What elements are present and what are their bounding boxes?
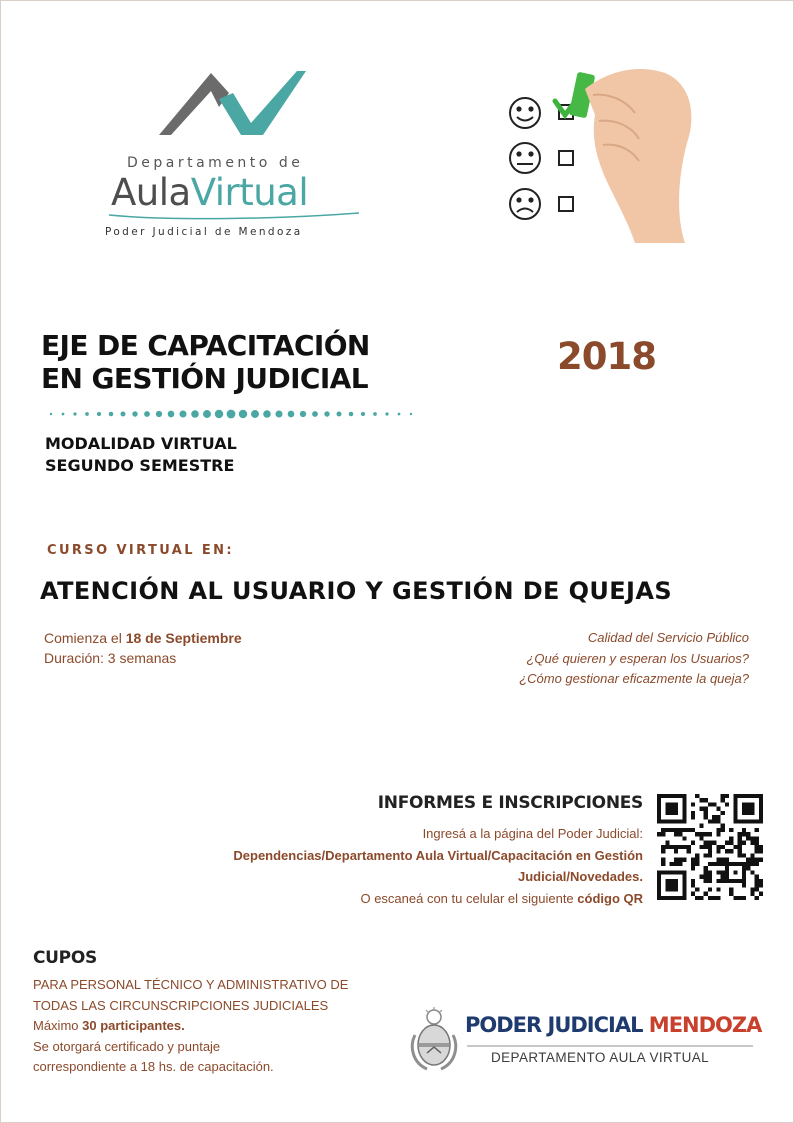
- modality-line1: MODALIDAD VIRTUAL: [45, 434, 237, 453]
- seats-body: [33, 975, 348, 1078]
- modality-block: [45, 433, 237, 477]
- poder-judicial-logo: [409, 1005, 762, 1075]
- seats-line1: PARA PERSONAL TÉCNICO Y ADMINISTRATIVO DE: [33, 977, 349, 992]
- course-duration: Duración: 3 semanas: [44, 650, 177, 666]
- seats-cert-line1: Se otorgará certificado y puntaje: [33, 1038, 221, 1054]
- checklist-illustration: [475, 43, 765, 243]
- info-line1: Ingresá a la página del Poder Judicial:: [422, 826, 643, 841]
- course-schedule: [44, 628, 242, 668]
- pj-name-part1: PODER JUDICIAL: [465, 1013, 649, 1037]
- program-title-line1: EJE DE CAPACITACIÓN: [41, 329, 370, 362]
- info-qr-line: [123, 888, 643, 910]
- info-title: INFORMES E INSCRIPCIONES: [377, 793, 643, 813]
- course-title: ATENCIÓN AL USUARIO Y GESTIÓN DE QUEJAS: [40, 577, 673, 605]
- logo-subtitle: Poder Judicial de Mendoza: [105, 226, 303, 238]
- coat-of-arms-icon: [409, 1007, 459, 1073]
- neutral-face-icon: [510, 143, 540, 173]
- pj-dept: DEPARTAMENTO AULA VIRTUAL: [491, 1050, 710, 1065]
- year-label: 2018: [557, 335, 656, 378]
- topic-item: Calidad del Servicio Público: [587, 630, 749, 645]
- info-qr-word: código QR: [577, 890, 643, 906]
- mountain-check-icon: [101, 63, 366, 243]
- program-title: [41, 329, 370, 395]
- seats-max-value: 30 participantes.: [82, 1018, 185, 1033]
- info-link-line1[interactable]: Dependencias/Departamento Aula Virtual/Capacitación en Gestión: [233, 847, 643, 863]
- modality-line2: SEGUNDO SEMESTRE: [45, 456, 235, 475]
- logo-word-aula: Aula: [111, 171, 191, 214]
- checkbox-icon: [559, 197, 573, 211]
- info-link-line2[interactable]: Judicial/Novedades.: [518, 869, 643, 884]
- seats-cert-line2: correspondiente a 18 hs. de capacitación.: [33, 1059, 274, 1074]
- hand-marker-icon: [569, 69, 692, 243]
- info-body: [123, 823, 643, 909]
- topic-item: ¿Cómo gestionar eficazmente la queja?: [519, 671, 749, 686]
- course-start-prefix: Comienza el: [44, 630, 126, 646]
- happy-face-icon: [510, 98, 540, 128]
- pj-divider: [467, 1045, 753, 1047]
- course-topics: [519, 628, 749, 690]
- topic-item: ¿Qué quieren y esperan los Usuarios?: [526, 650, 749, 666]
- pj-name-part2: MENDOZA: [648, 1013, 762, 1037]
- seats-max-prefix: Máximo: [33, 1018, 83, 1033]
- course-label: CURSO VIRTUAL EN:: [47, 543, 235, 558]
- qr-code-icon[interactable]: [657, 794, 763, 900]
- seats-title: CUPOS: [33, 948, 97, 968]
- course-start: [44, 628, 242, 648]
- info-qr-prefix: O escaneá con tu celular el siguiente: [360, 890, 578, 906]
- course-start-date: 18 de Septiembre: [125, 630, 242, 646]
- pj-name: [465, 1013, 761, 1037]
- seats-line2: TODAS LAS CIRCUNSCRIPCIONES JUDICIALES: [33, 997, 329, 1013]
- sad-face-icon: [510, 189, 540, 219]
- seats-max: [33, 1016, 348, 1037]
- dotted-divider: [47, 408, 417, 420]
- program-title-line2: EN GESTIÓN JUDICIAL: [41, 362, 368, 395]
- logo-dept-label: Departamento de: [127, 155, 304, 171]
- logo-wordmark: [111, 173, 308, 213]
- checkbox-icon: [559, 151, 573, 165]
- logo-word-virtual: Virtual: [190, 171, 309, 214]
- aula-virtual-logo: [101, 63, 366, 243]
